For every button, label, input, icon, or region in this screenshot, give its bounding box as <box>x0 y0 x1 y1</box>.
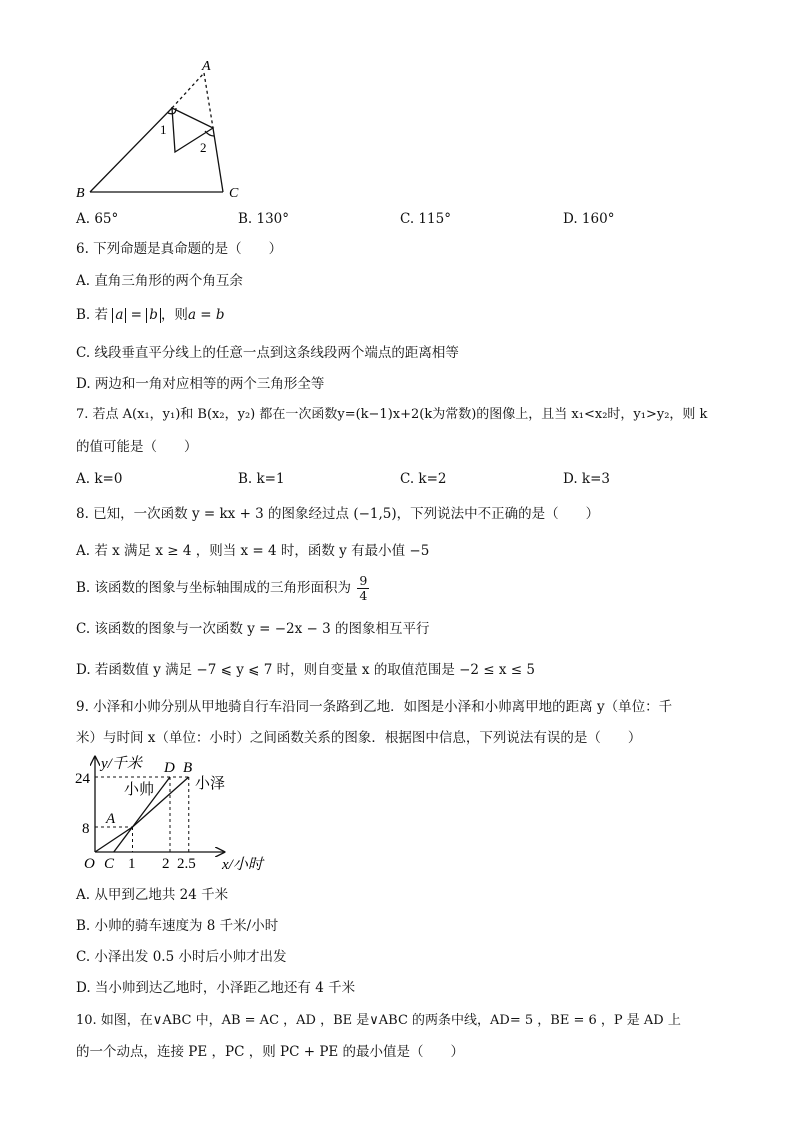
q8-fraction <box>357 574 369 603</box>
angle-1-label: 1 <box>160 122 167 137</box>
x-axis-label: x/小时 <box>222 857 263 873</box>
point-a-label: A <box>106 811 116 827</box>
xiaoshuai-series-label: 小帅 <box>124 782 155 798</box>
q10-stem-line2: 的一个动点，连接 PE ，PC ，则 PC + PE 的最小值是（ ） <box>76 1044 465 1060</box>
q7-stem-line2: 的值可能是（ ） <box>76 439 198 455</box>
q6-option-b-prefix: B. 若 <box>76 307 109 323</box>
q6-equals: = <box>130 307 142 323</box>
q7-option-b: B. k=1 <box>238 471 285 487</box>
q8-option-b-text: B. 该函数的图象与坐标轴围成的三角形面积为 <box>76 580 352 596</box>
q7-option-d: D. k=3 <box>563 471 611 487</box>
xiaoze-line-segment <box>133 777 189 827</box>
q8-fraction-denominator: 4 <box>359 588 368 603</box>
q8-option-d: D. 若函数值 y 满足 −7 ⩽ y ⩽ 7 时，则自变量 x 的取值范围是 −2 ≤ x ≤ 5 <box>76 662 535 678</box>
q6-stem: 6. 下列命题是真命题的是（ ） <box>76 241 283 257</box>
vertex-a-label: A <box>202 59 211 74</box>
q6-option-b-result: a = b <box>187 307 225 323</box>
q5-option-c: C. 115° <box>400 211 451 227</box>
point-b-label: B <box>183 760 193 776</box>
origin-label: O <box>84 856 95 872</box>
q9-option-b: B. 小帅的骑车速度为 8 千米/小时 <box>76 918 279 934</box>
q7-option-a: A. k=0 <box>76 471 123 487</box>
q8-option-a: A. 若 x 满足 x ≥ 4 ，则当 x = 4 时，函数 y 有最小值 −5 <box>76 543 430 559</box>
angle-2-label: 2 <box>200 140 207 155</box>
x-tick-2-5: 2.5 <box>177 856 196 872</box>
vertex-b-label: B <box>76 186 85 201</box>
q6-option-b-suffix: ，则 <box>160 307 188 323</box>
y-tick-24: 24 <box>75 771 90 787</box>
y-tick-8: 8 <box>82 821 90 837</box>
q9-option-c: C. 小泽出发 0.5 小时后小帅才出发 <box>76 949 287 965</box>
q6-option-c: C. 线段垂直平分线上的任意一点到这条线段两个端点的距离相等 <box>76 345 459 361</box>
q8-option-b <box>76 570 371 606</box>
q9-option-a: A. 从甲到乙地共 24 千米 <box>76 887 229 903</box>
x-tick-2: 2 <box>162 856 170 872</box>
q8-option-c: C. 该函数的图象与一次函数 y = −2x − 3 的图象相互平行 <box>76 621 430 637</box>
xiaoshuai-line <box>114 777 170 852</box>
q7-stem-line1: 7. 若点 A(x₁，y₁)和 B(x₂，y₂) 都在一次函数y=(k−1)x+2(k为常数)的图像上，且当 x₁<x₂时，y₁>y₂，则 k <box>76 407 708 422</box>
y-axis-label: y/千米 <box>101 756 142 772</box>
xiaoze-line-segment <box>95 827 133 852</box>
q9-stem-line1: 9. 小泽和小帅分别从甲地骑自行车沿同一条路到乙地．如图是小泽和小帅离甲地的距离 y（单位：千 <box>76 699 673 715</box>
x-tick-1: 1 <box>128 856 136 872</box>
q6-abs-b: b <box>146 308 161 323</box>
xiaoze-series-label: 小泽 <box>195 776 226 792</box>
q5-option-a: A. 65° <box>76 211 119 227</box>
point-d-label: D <box>164 760 175 776</box>
q7-option-c: C. k=2 <box>400 471 447 487</box>
q6-abs-a: a <box>112 308 126 323</box>
vertex-c-label: C <box>229 186 239 201</box>
q6-option-d: D. 两边和一角对应相等的两个三角形全等 <box>76 376 325 392</box>
q10-stem-line1: 10. 如图，在∨ABC 中，AB = AC ，AD ，BE 是∨ABC 的两条中线，AD= 5 ，BE = 6 ，P 是 AD 上 <box>76 1013 681 1028</box>
q8-stem: 8. 已知，一次函数 y = kx + 3 的图象经过点 (−1,5)，下列说法中不正确的是（ ） <box>76 506 600 522</box>
point-c-label: C <box>104 856 115 872</box>
q9-option-d: D. 当小帅到达乙地时，小泽距乙地还有 4 千米 <box>76 980 356 996</box>
q5-option-d: D. 160° <box>563 211 615 227</box>
q9-stem-line2: 米）与时间 x（单位：小时）之间函数关系的图象．根据图中信息，下列说法有误的是（ ） <box>76 730 642 746</box>
q6-option-b <box>76 306 225 324</box>
q8-fraction-numerator: 9 <box>359 573 368 588</box>
q6-option-a: A. 直角三角形的两个角互余 <box>76 273 243 289</box>
q5-option-b: B. 130° <box>238 211 290 227</box>
